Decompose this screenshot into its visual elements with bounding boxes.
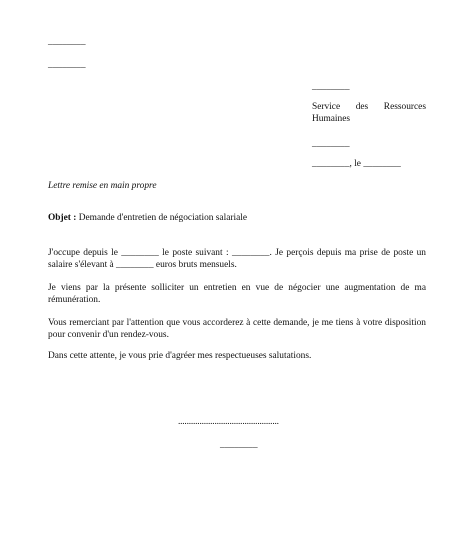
subject-label: Objet :	[48, 213, 77, 223]
sender-address-blank: ________	[48, 60, 86, 70]
subject-line	[48, 212, 247, 224]
subject-text: Demande d'entretien de négociation salariale	[76, 213, 248, 223]
recipient-address-blank: ________	[312, 139, 350, 149]
body-paragraph-3: Vous remerciant par l'attention que vous accorderez à cette demande, je me tiens à votre disposition pour convenir d'un rendez-vous.	[48, 318, 426, 340]
place-blank: ________	[312, 159, 350, 169]
body-paragraph-1: J'occupe depuis le ________ le poste suivant : ________. Je perçois depuis ma prise de poste un salaire s'élevant à ________ euros bruts mensuels.	[48, 248, 426, 270]
signature-dots: ...............................................	[178, 417, 279, 427]
recipient-service: Service des Ressources Humaines	[312, 102, 426, 124]
sender-name-blank: ________	[48, 37, 86, 47]
recipient-name-blank: ________	[312, 82, 350, 92]
place-date-line	[312, 158, 401, 170]
body-paragraph-2: Je viens par la présente solliciter un entretien en vue de négocier une augmentation de ma rémunération.	[48, 283, 426, 305]
date-blank: ________	[363, 159, 401, 169]
body-paragraph-4: Dans cette attente, je vous prie d'agréer mes respectueuses salutations.	[48, 351, 312, 361]
signature-name-blank: ________	[220, 440, 258, 450]
delivery-note: Lettre remise en main propre	[48, 181, 157, 191]
date-separator: , le	[349, 159, 364, 169]
